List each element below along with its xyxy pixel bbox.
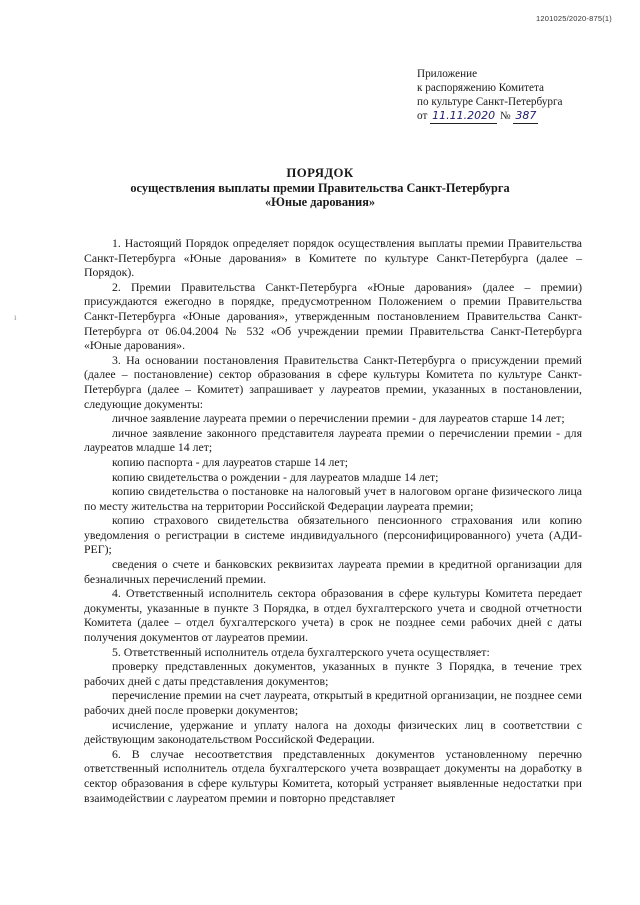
margin-mark: ı <box>14 312 17 322</box>
number-sign: № <box>499 110 511 122</box>
paragraph: проверку представленных документов, указанных в пункте 3 Порядка, в течение трех рабочих дней с даты представления документов; <box>84 659 582 688</box>
paragraph: копию страхового свидетельства обязательного пенсионного страхования или копию уведомления о регистрации в системе индивидуального (персонифицированного) учета (АДИ-РЕГ); <box>84 513 582 557</box>
paragraph: личное заявление законного представителя лауреата премии о перечислении премии - для лауреатов младше 14 лет; <box>84 425 582 455</box>
paragraph: 4. Ответственный исполнитель сектора образования в сфере культуры Комитета передает документы, указанные в пункте 3 Порядка, в отдел бухгалтерского учета и сводной отчетности Комитета (далее – отдел бухгалтерского учета) в срок не позднее семи рабочих дней с даты получения документов от лауреатов премии. <box>84 586 582 645</box>
document-title <box>0 166 640 210</box>
paragraph: исчисление, удержание и уплату налога на доходы физических лиц в соответствии с действующим законодательством Российской Федерации. <box>84 717 582 747</box>
paragraph: перечисление премии на счет лауреата, открытый в кредитной организации, не позднее семи рабочих дней после проверки документов; <box>84 688 582 717</box>
document-body <box>84 236 582 805</box>
paragraph: копию паспорта - для лауреатов старше 14 лет; <box>112 454 349 469</box>
title-line-2: осуществления выплаты премии Правительства Санкт-Петербурга <box>130 180 510 195</box>
paragraph: 1. Настоящий Порядок определяет порядок осуществления выплаты премии Правительства Санкт-Петербурга «Юные дарования» в Комитете по культуре Санкт-Петербурга (далее – Порядок). <box>84 236 582 280</box>
paragraph: копию свидетельства о рождении - для лауреатов младше 14 лет; <box>112 469 439 484</box>
paragraph: 3. На основании постановления Правительства Санкт-Петербурга о присуждении премий (далее – постановление) сектор образования в сфере культуры Комитета по культуре Санкт-Петербурга (далее – Комитет) запрашивает у лауреатов премии, указанных в постановлении, следующие документы: <box>84 352 582 411</box>
document-number: 1201025/2020-875(1) <box>536 14 612 23</box>
paragraph: сведения о счете и банковских реквизитах лауреата премии в кредитной организации для безналичных перечислений премии. <box>84 557 582 586</box>
paragraph: 6. В случае несоответствия представленных документов установленному перечню ответственный исполнитель отдела бухгалтерского учета возвращает документы на доработку в сектор образования в сфере культуры Комитета, который устраняет выявленные недостатки при взаимодействии с лауреатом премии и повторно представляет <box>84 746 582 805</box>
appendix-line-2: к распоряжению Комитета <box>417 82 544 94</box>
handwritten-date: 11.11.2020 <box>432 109 496 122</box>
appendix-line-1: Приложение <box>417 68 478 80</box>
paragraph: 5. Ответственный исполнитель отдела бухгалтерского учета осуществляет: <box>112 644 490 659</box>
title-line-1: ПОРЯДОК <box>286 166 354 180</box>
paragraph: копию свидетельства о постановке на налоговый учет в налоговом органе физического лица по месту жительства на территории Российской Федерации лауреата премии; <box>84 484 582 513</box>
paragraph: 2. Премии Правительства Санкт-Петербурга «Юные дарования» (далее – премии) присуждаются ежегодно в порядке, предусмотренном Положением о премии Правительства Санкт-Петербурга «Юные дарования», утвержденным постановлением Правительства Санкт-Петербурга от 06.04.2004 № 532 «Об учреждении премии Правительства Санкт-Петербурга «Юные дарования». <box>84 279 582 353</box>
appendix-date-prefix: от <box>417 110 428 122</box>
appendix-block <box>417 67 563 124</box>
appendix-date-line <box>417 109 563 124</box>
handwritten-number: 387 <box>515 109 537 122</box>
title-line-3: «Юные дарования» <box>264 195 376 209</box>
paragraph: личное заявление лауреата премии о перечислении премии - для лауреатов старше 14 лет; <box>112 411 565 426</box>
appendix-line-3: по культуре Санкт-Петербурга <box>417 96 563 108</box>
